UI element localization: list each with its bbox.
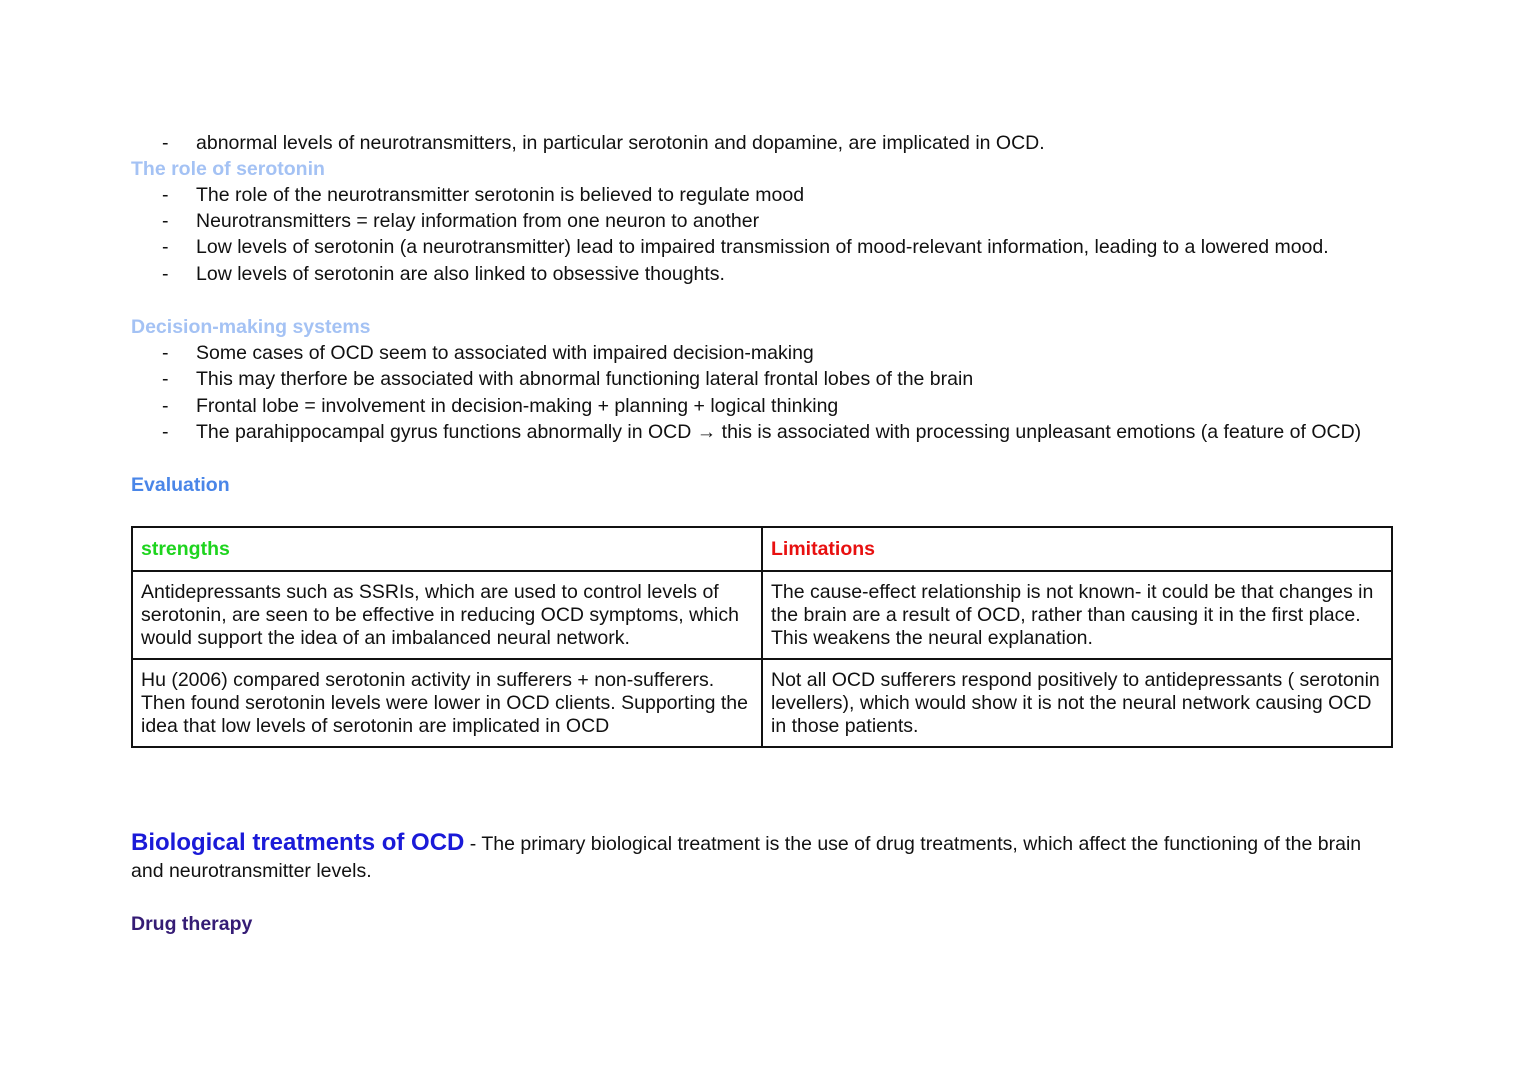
serotonin-heading: The role of serotonin — [131, 158, 325, 180]
evaluation-table — [131, 526, 1393, 748]
limitation-cell: The cause-effect relationship is not known- it could be that changes in the brain are a result of OCD, rather than causing it in the first place. This weakens the neural explanation. — [762, 571, 1392, 659]
treatments-heading: Biological treatments of OCD — [131, 829, 465, 856]
table-row — [132, 659, 1392, 747]
strengths-header: strengths — [132, 527, 762, 571]
table-row — [132, 571, 1392, 659]
treatments-text-cont: and neurotransmitter levels. — [131, 860, 372, 882]
treatments-paragraph — [131, 828, 1361, 859]
evaluation-heading: Evaluation — [131, 474, 230, 496]
treatments-text: - The primary biological treatment is the use of drug treatments, which affect the functioning of the brain — [464, 833, 1362, 855]
drug-therapy-heading: Drug therapy — [131, 913, 253, 935]
decision-heading: Decision-making systems — [131, 316, 371, 338]
limitation-cell: Not all OCD sufferers respond positively to antidepressants ( serotonin levellers), which would show it is not the neural network causing OCD in those patients. — [762, 659, 1392, 747]
table-header-row — [132, 527, 1392, 571]
strength-cell: Antidepressants such as SSRIs, which are used to control levels of serotonin, are seen to be effective in reducing OCD symptoms, which would support the idea of an imbalanced neural network. — [132, 571, 762, 659]
limitations-header: Limitations — [762, 527, 1392, 571]
strength-cell: Hu (2006) compared serotonin activity in sufferers + non-sufferers. Then found serotonin levels were lower in OCD clients. Supporting the idea that low levels of serotonin are implicated in OCD — [132, 659, 762, 747]
